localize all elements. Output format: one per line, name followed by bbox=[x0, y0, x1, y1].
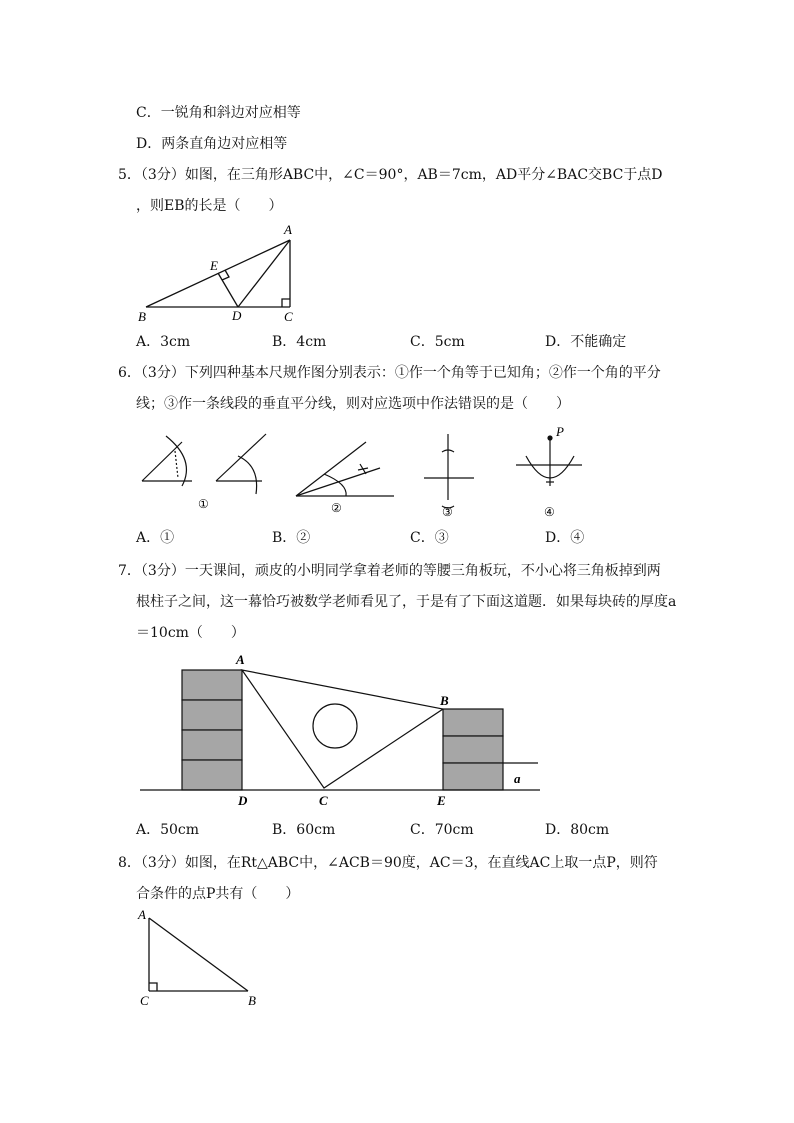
q5-option-a: A．3cm bbox=[136, 334, 191, 350]
q5-figure bbox=[130, 220, 310, 330]
q5-stem-line1: 5．（3分）如图，在三角形ABC中，∠C＝90°，AB＝7cm，AD平分∠BAC交BC于点D bbox=[118, 167, 663, 183]
q5-label-a: A bbox=[284, 222, 292, 237]
q7-left-brick bbox=[182, 760, 242, 790]
q4-option-d: D．两条直角边对应相等 bbox=[136, 136, 288, 152]
q7-option-c: C．70cm bbox=[410, 822, 474, 838]
q6-option-a: A．① bbox=[136, 530, 175, 546]
q7-triangle-hole bbox=[313, 704, 357, 748]
q7-left-brick bbox=[182, 730, 242, 760]
q8-label-b: B bbox=[248, 993, 256, 1008]
q8-label-c: C bbox=[140, 993, 149, 1008]
q5-label-d: D bbox=[232, 308, 242, 323]
q5-right-angle-c bbox=[282, 299, 290, 307]
q7-label-a-thickness: a bbox=[514, 771, 521, 786]
q8-figure bbox=[130, 905, 270, 1010]
q5-option-b: B．4cm bbox=[272, 334, 327, 350]
q7-figure bbox=[136, 650, 546, 810]
q7-option-a: A．50cm bbox=[136, 822, 200, 838]
q6-figure-perpendicular-bisector bbox=[424, 434, 474, 508]
q6-label-3: ③ bbox=[442, 505, 453, 519]
q7-right-brick bbox=[443, 736, 503, 763]
q7-stem-line3: ＝10cm（ ） bbox=[136, 625, 245, 641]
q6-figure-angle-copy bbox=[216, 434, 266, 494]
q7-left-brick bbox=[182, 670, 242, 700]
q6-label-4: ④ bbox=[544, 505, 555, 519]
q6-label-2: ② bbox=[331, 501, 342, 515]
q6-label-p: P bbox=[556, 424, 564, 439]
q7-right-brick bbox=[443, 763, 503, 790]
q8-stem-line2: 合条件的点P共有（ ） bbox=[136, 886, 300, 902]
q8-label-a: A bbox=[138, 907, 146, 922]
q7-option-b: B．60cm bbox=[272, 822, 336, 838]
q7-triangle-board bbox=[242, 670, 443, 788]
q5-label-b: B bbox=[138, 309, 146, 324]
q5-segment-ad bbox=[238, 240, 290, 307]
q5-label-e: E bbox=[210, 258, 218, 273]
q8-stem-line1: 8．（3分）如图，在Rt△ABC中，∠ACB＝90度，AC＝3，在直线AC上取一点P，则符 bbox=[118, 855, 658, 871]
q7-stem-line2: 根柱子之间，这一幕恰巧被数学老师看见了，于是有了下面这道题．如果每块砖的厚度a bbox=[136, 594, 677, 610]
q5-option-d: D．不能确定 bbox=[545, 334, 627, 350]
q7-label-a: A bbox=[236, 652, 245, 667]
q5-option-c: C．5cm bbox=[410, 334, 465, 350]
q6-option-d: D．④ bbox=[545, 530, 585, 546]
q6-figure-angle-copy-original bbox=[142, 436, 192, 486]
q5-label-c: C bbox=[284, 309, 293, 324]
q5-stem-line2: ，则EB的长是（ ） bbox=[136, 198, 283, 214]
q6-point-p bbox=[547, 435, 552, 440]
q6-option-c: C．③ bbox=[410, 530, 449, 546]
q7-right-brick bbox=[443, 709, 503, 736]
q6-figures bbox=[130, 420, 600, 525]
q6-stem-line1: 6．（3分）下列四种基本尺规作图分别表示：①作一个角等于已知角；②作一个角的平分 bbox=[118, 365, 661, 381]
q8-segment-ab bbox=[149, 918, 248, 991]
q7-label-b: B bbox=[440, 693, 449, 708]
q6-figure-angle-bisector bbox=[296, 442, 394, 496]
q6-label-1: ① bbox=[198, 497, 209, 511]
q7-left-brick bbox=[182, 700, 242, 730]
q8-right-angle-c bbox=[149, 983, 157, 991]
q6-figure-perpendicular-from-point bbox=[516, 438, 582, 486]
q6-stem-line2: 线；③作一条线段的垂直平分线，则对应选项中作法错误的是（ ） bbox=[136, 396, 570, 412]
q6-option-b: B．② bbox=[272, 530, 311, 546]
q7-stem-line1: 7．（3分）一天课间，顽皮的小明同学拿着老师的等腰三角板玩，不小心将三角板掉到两 bbox=[118, 563, 661, 579]
q7-label-d: D bbox=[238, 793, 248, 808]
q7-label-e: E bbox=[437, 793, 446, 808]
q7-option-d: D．80cm bbox=[545, 822, 610, 838]
q4-option-c: C．一锐角和斜边对应相等 bbox=[136, 105, 301, 121]
q7-label-c: C bbox=[319, 793, 328, 808]
